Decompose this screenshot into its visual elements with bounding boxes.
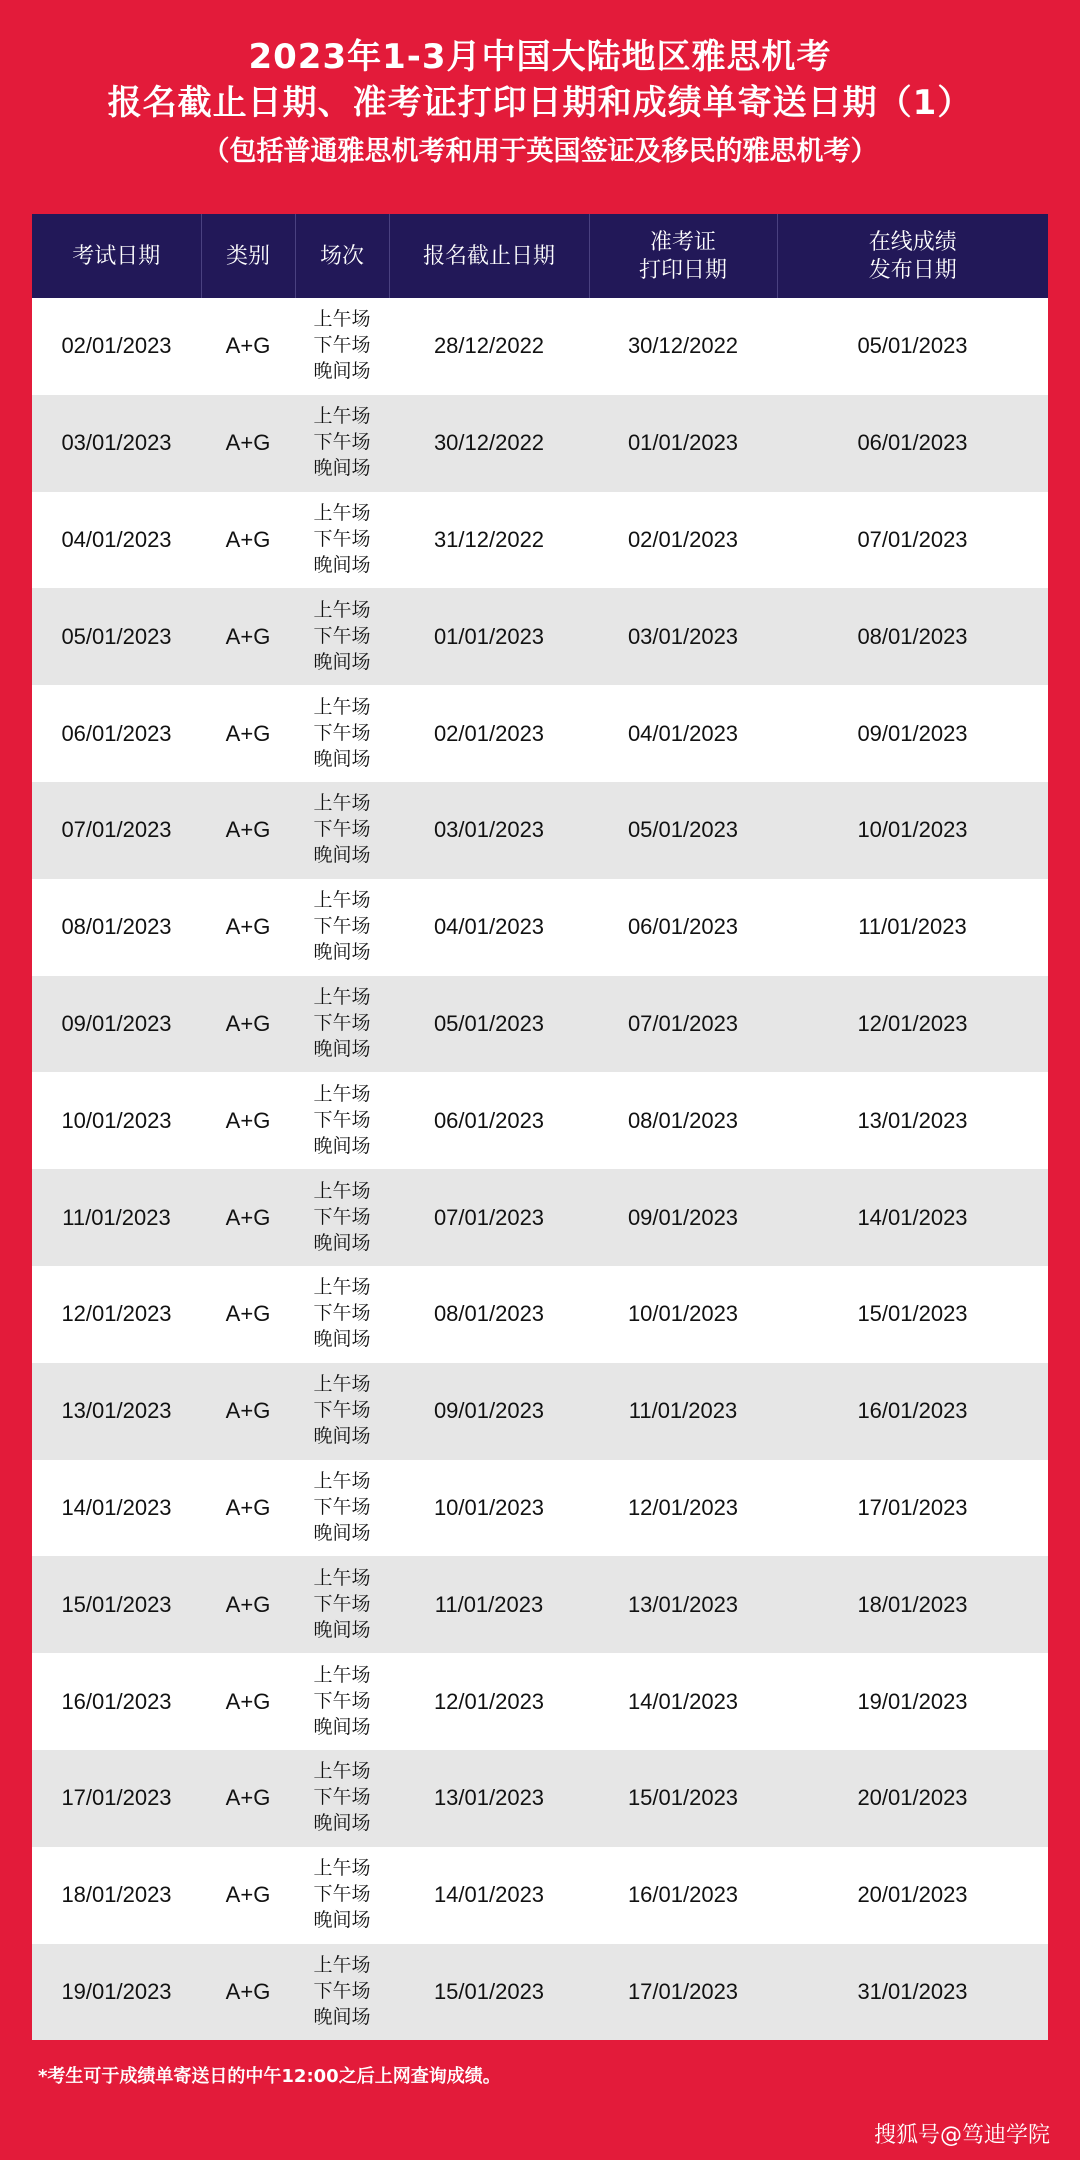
sessions-cell: 上午场 下午场 晚间场	[313, 502, 371, 576]
category-cell: A+G	[225, 1494, 271, 1520]
category-cell: A+G	[225, 526, 271, 552]
table-row	[32, 395, 1048, 492]
registration-deadline-cell: 06/01/2023	[433, 1107, 545, 1133]
registration-deadline-cell: 03/01/2023	[433, 817, 545, 843]
results-date-cell: 19/01/2023	[857, 1688, 968, 1714]
admission-print-cell: 11/01/2023	[628, 1398, 738, 1424]
admission-print-cell: 17/01/2023	[627, 1978, 739, 2004]
registration-deadline-cell: 31/12/2022	[433, 526, 545, 552]
exam-date-cell: 06/01/2023	[61, 720, 172, 746]
exam-date-cell: 04/01/2023	[61, 526, 172, 552]
sessions-cell: 上午场 下午场 晚间场	[313, 890, 371, 964]
sessions-cell: 上午场 下午场 晚间场	[313, 1374, 371, 1448]
category-cell: A+G	[225, 1785, 271, 1811]
results-date-cell: 20/01/2023	[857, 1882, 968, 1908]
results-date-cell: 20/01/2023	[857, 1785, 968, 1811]
sessions-cell: 上午场 下午场 晚间场	[313, 1470, 371, 1544]
results-date-cell: 06/01/2023	[857, 430, 968, 456]
registration-deadline-cell: 15/01/2023	[433, 1978, 545, 2004]
sessions-cell: 上午场 下午场 晚间场	[313, 1277, 371, 1351]
page-subtitle: （包括普通雅思机考和用于英国签证及移民的雅思机考）	[202, 136, 878, 167]
table-row	[32, 976, 1048, 1073]
registration-deadline-cell: 14/01/2023	[433, 1882, 545, 1908]
table-row	[32, 685, 1048, 782]
category-cell: A+G	[225, 1688, 271, 1714]
exam-date-cell: 12/01/2023	[61, 1301, 172, 1327]
table-body	[32, 298, 1048, 2040]
registration-deadline-cell: 30/12/2022	[433, 430, 545, 456]
results-date-cell: 15/01/2023	[857, 1301, 968, 1327]
admission-print-cell: 09/01/2023	[627, 1204, 739, 1230]
exam-date-cell: 10/01/2023	[61, 1107, 172, 1133]
table-row	[32, 879, 1048, 976]
admission-print-cell: 04/01/2023	[627, 720, 739, 746]
watermark: 搜狐号@笃迪学院	[873, 2123, 1050, 2148]
sessions-cell: 上午场 下午场 晚间场	[313, 696, 371, 770]
results-date-cell: 11/01/2023	[858, 914, 967, 940]
category-cell: A+G	[225, 720, 271, 746]
sessions-cell: 上午场 下午场 晚间场	[313, 309, 371, 383]
exam-date-cell: 02/01/2023	[61, 333, 172, 359]
registration-deadline-cell: 13/01/2023	[433, 1785, 545, 1811]
results-date-cell: 05/01/2023	[857, 333, 968, 359]
page-header	[0, 34, 1080, 174]
column-header-category: 类别	[201, 214, 295, 298]
category-cell: A+G	[225, 1591, 271, 1617]
registration-deadline-cell: 12/01/2023	[433, 1688, 545, 1714]
category-cell: A+G	[225, 817, 271, 843]
sessions-cell: 上午场 下午场 晚间场	[313, 986, 371, 1060]
table-row	[32, 1944, 1048, 2041]
registration-deadline-cell: 09/01/2023	[433, 1398, 545, 1424]
exam-date-cell: 07/01/2023	[61, 817, 172, 843]
results-date-cell: 12/01/2023	[857, 1010, 968, 1036]
admission-print-cell: 03/01/2023	[627, 623, 739, 649]
admission-print-cell: 15/01/2023	[627, 1785, 739, 1811]
table-row	[32, 492, 1048, 589]
results-date-cell: 16/01/2023	[857, 1398, 968, 1424]
results-date-cell: 17/01/2023	[857, 1494, 968, 1520]
table-row	[32, 1363, 1048, 1460]
results-date-cell: 09/01/2023	[857, 720, 968, 746]
exam-date-cell: 15/01/2023	[61, 1591, 172, 1617]
admission-print-cell: 02/01/2023	[627, 526, 739, 552]
exam-date-cell: 11/01/2023	[62, 1204, 171, 1230]
page-title: 2023年1-3月中国大陆地区雅思机考	[248, 37, 832, 77]
schedule-table	[32, 214, 1048, 2040]
registration-deadline-cell: 10/01/2023	[433, 1494, 545, 1520]
table-row	[32, 1750, 1048, 1847]
footnote: *考生可于成绩单寄送日的中午12:00之后上网查询成绩。	[38, 2066, 501, 2087]
results-date-cell: 14/01/2023	[857, 1204, 968, 1230]
category-cell: A+G	[225, 1882, 271, 1908]
exam-date-cell: 18/01/2023	[61, 1882, 172, 1908]
exam-date-cell: 19/01/2023	[61, 1978, 172, 2004]
category-cell: A+G	[225, 914, 271, 940]
column-header-admission-print-date: 准考证 打印日期	[589, 214, 777, 298]
schedule-table-container	[32, 214, 1048, 2040]
category-cell: A+G	[225, 1010, 271, 1036]
table-row	[32, 1266, 1048, 1363]
sessions-cell: 上午场 下午场 晚间场	[313, 1858, 371, 1932]
table-row	[32, 1460, 1048, 1557]
table-header-row	[32, 214, 1048, 298]
admission-print-cell: 01/01/2023	[627, 430, 739, 456]
sessions-cell: 上午场 下午场 晚间场	[313, 1567, 371, 1641]
registration-deadline-cell: 05/01/2023	[433, 1010, 545, 1036]
registration-deadline-cell: 11/01/2023	[434, 1591, 544, 1617]
registration-deadline-cell: 04/01/2023	[433, 914, 545, 940]
exam-date-cell: 14/01/2023	[61, 1494, 172, 1520]
results-date-cell: 13/01/2023	[857, 1107, 968, 1133]
admission-print-cell: 08/01/2023	[627, 1107, 739, 1133]
table-row	[32, 1169, 1048, 1266]
results-date-cell: 07/01/2023	[857, 526, 968, 552]
exam-date-cell: 08/01/2023	[61, 914, 172, 940]
table-row	[32, 1847, 1048, 1944]
admission-print-cell: 14/01/2023	[627, 1688, 739, 1714]
sessions-cell: 上午场 下午场 晚间场	[313, 599, 371, 673]
table-row	[32, 1653, 1048, 1750]
registration-deadline-cell: 02/01/2023	[433, 720, 545, 746]
exam-date-cell: 09/01/2023	[61, 1010, 172, 1036]
sessions-cell: 上午场 下午场 晚间场	[313, 1083, 371, 1157]
admission-print-cell: 06/01/2023	[627, 914, 739, 940]
results-date-cell: 08/01/2023	[857, 623, 968, 649]
category-cell: A+G	[225, 333, 271, 359]
table-row	[32, 298, 1048, 395]
category-cell: A+G	[225, 1204, 271, 1230]
sessions-cell: 上午场 下午场 晚间场	[313, 1954, 371, 2028]
column-header-results-date: 在线成绩 发布日期	[868, 229, 957, 282]
exam-date-cell: 17/01/2023	[61, 1785, 172, 1811]
admission-print-cell: 07/01/2023	[627, 1010, 739, 1036]
column-header-sessions: 场次	[295, 214, 389, 298]
column-header-registration-deadline: 报名截止日期	[389, 214, 589, 298]
table-row	[32, 1556, 1048, 1653]
sessions-cell: 上午场 下午场 晚间场	[313, 793, 371, 867]
column-header-exam-date: 考试日期	[32, 214, 201, 298]
table-row	[32, 588, 1048, 685]
page-title-line2: 报名截止日期、准考证打印日期和成绩单寄送日期（1）	[107, 83, 973, 123]
sessions-cell: 上午场 下午场 晚间场	[313, 1664, 371, 1738]
exam-date-cell: 13/01/2023	[61, 1398, 172, 1424]
admission-print-cell: 12/01/2023	[627, 1494, 739, 1520]
results-date-cell: 31/01/2023	[857, 1978, 968, 2004]
registration-deadline-cell: 07/01/2023	[433, 1204, 545, 1230]
admission-print-cell: 05/01/2023	[627, 817, 739, 843]
category-cell: A+G	[225, 430, 271, 456]
results-date-cell: 10/01/2023	[857, 817, 968, 843]
registration-deadline-cell: 01/01/2023	[433, 623, 545, 649]
table-row	[32, 782, 1048, 879]
sessions-cell: 上午场 下午场 晚间场	[313, 1761, 371, 1835]
category-cell: A+G	[225, 1107, 271, 1133]
admission-print-cell: 13/01/2023	[627, 1591, 739, 1617]
registration-deadline-cell: 28/12/2022	[433, 333, 545, 359]
admission-print-cell: 10/01/2023	[627, 1301, 739, 1327]
exam-date-cell: 05/01/2023	[61, 623, 172, 649]
exam-date-cell: 03/01/2023	[61, 430, 172, 456]
admission-print-cell: 30/12/2022	[627, 333, 739, 359]
category-cell: A+G	[225, 1398, 271, 1424]
table-row	[32, 1072, 1048, 1169]
category-cell: A+G	[225, 623, 271, 649]
exam-date-cell: 16/01/2023	[61, 1688, 172, 1714]
sessions-cell: 上午场 下午场 晚间场	[313, 1180, 371, 1254]
results-date-cell: 18/01/2023	[857, 1591, 968, 1617]
sessions-cell: 上午场 下午场 晚间场	[313, 406, 371, 480]
admission-print-cell: 16/01/2023	[627, 1882, 739, 1908]
registration-deadline-cell: 08/01/2023	[433, 1301, 545, 1327]
category-cell: A+G	[225, 1301, 271, 1327]
category-cell: A+G	[225, 1978, 271, 2004]
